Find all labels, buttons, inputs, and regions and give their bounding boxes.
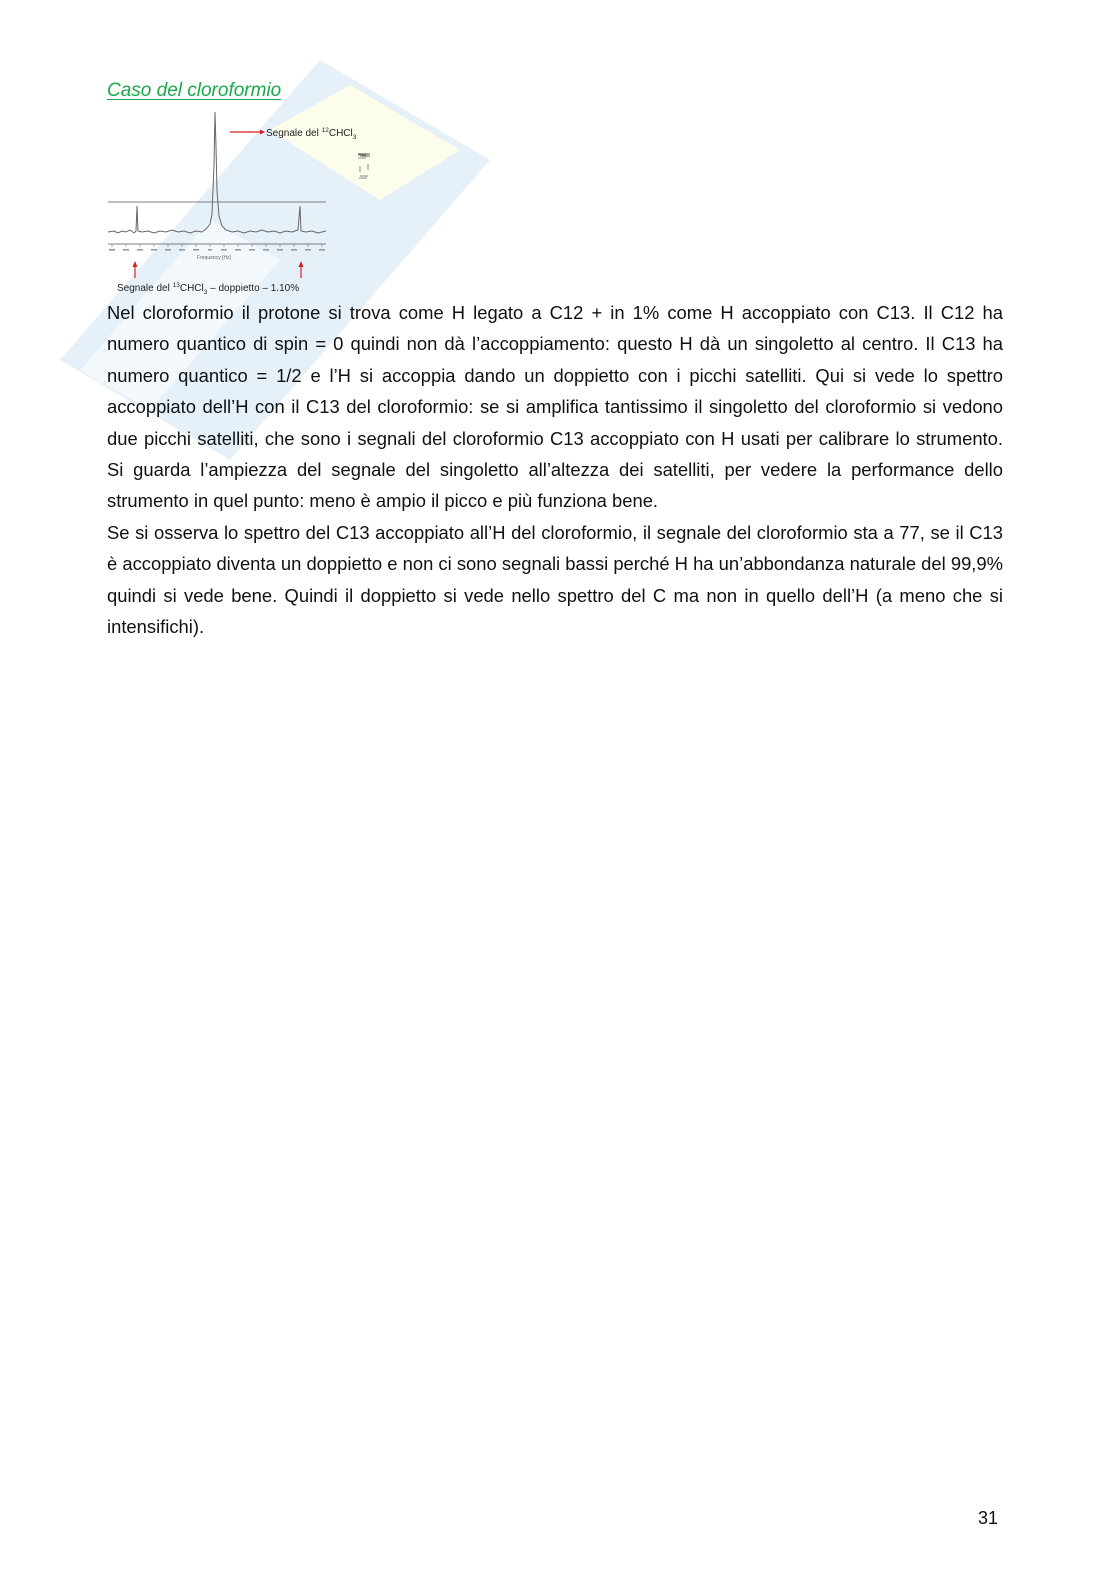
top-label: Segnale del $^{12}$CHCl$_3$ [266,127,357,141]
nmr-spectrum-svg [104,106,357,298]
x-axis-ticks [112,244,322,247]
x-axis-label: Frequency [Hz] [197,255,231,261]
body-text [107,297,1003,642]
paragraph: Se si osserva lo spettro del C13 accoppiato all’H del cloroformio, il segnale del cloroformio sta a 77, se il C13 è accoppiato diventa un doppietto e non ci sono segnali bassi perché H ha un’abbondanza naturale del 99,9% quindi si vede bene. Quindi il doppietto si vede nello spettro del C ma non in quello dell’H (a meno che si intensifichi). [107,521,1003,638]
nmr-spectrum-figure [104,106,357,298]
page-number: 31 [978,1508,999,1528]
bottom-label: Segnale del $^{13}$CHCl$_3$ – doppietto – 1.10% [117,282,300,296]
x-axis-tick-labels [109,249,325,251]
paragraph: Nel cloroformio il protone si trova come H legato a C12 + in 1% come H accoppiato con C13. Il C12 ha numero quantico di spin = 0 quindi non dà l’accoppiamento: questo H dà un singoletto al centro. Il C13 ha numero quantico = 1/2 e l’H si accoppia dando un doppietto con i picchi satelliti. Qui si vede lo spettro accoppiato dell’H con il C13 del cloroformio: se si amplifica tantissimo il singoletto del cloroformio si vedono due picchi satelliti, che sono i segnali del cloroformio C13 accoppiato con H usati per calibrare lo strumento. Si guarda l’ampiezza del segnale del singoletto all’altezza dei satelliti, per vedere la performance dello strumento in quel punto: meno è ampio il picco e più funziona bene. [107,302,1003,512]
satellite-arrow-right [299,261,304,278]
satellite-arrow-left [133,261,138,278]
section-title: Caso del cloroformio [107,80,282,101]
top-arrow-head [260,130,265,135]
